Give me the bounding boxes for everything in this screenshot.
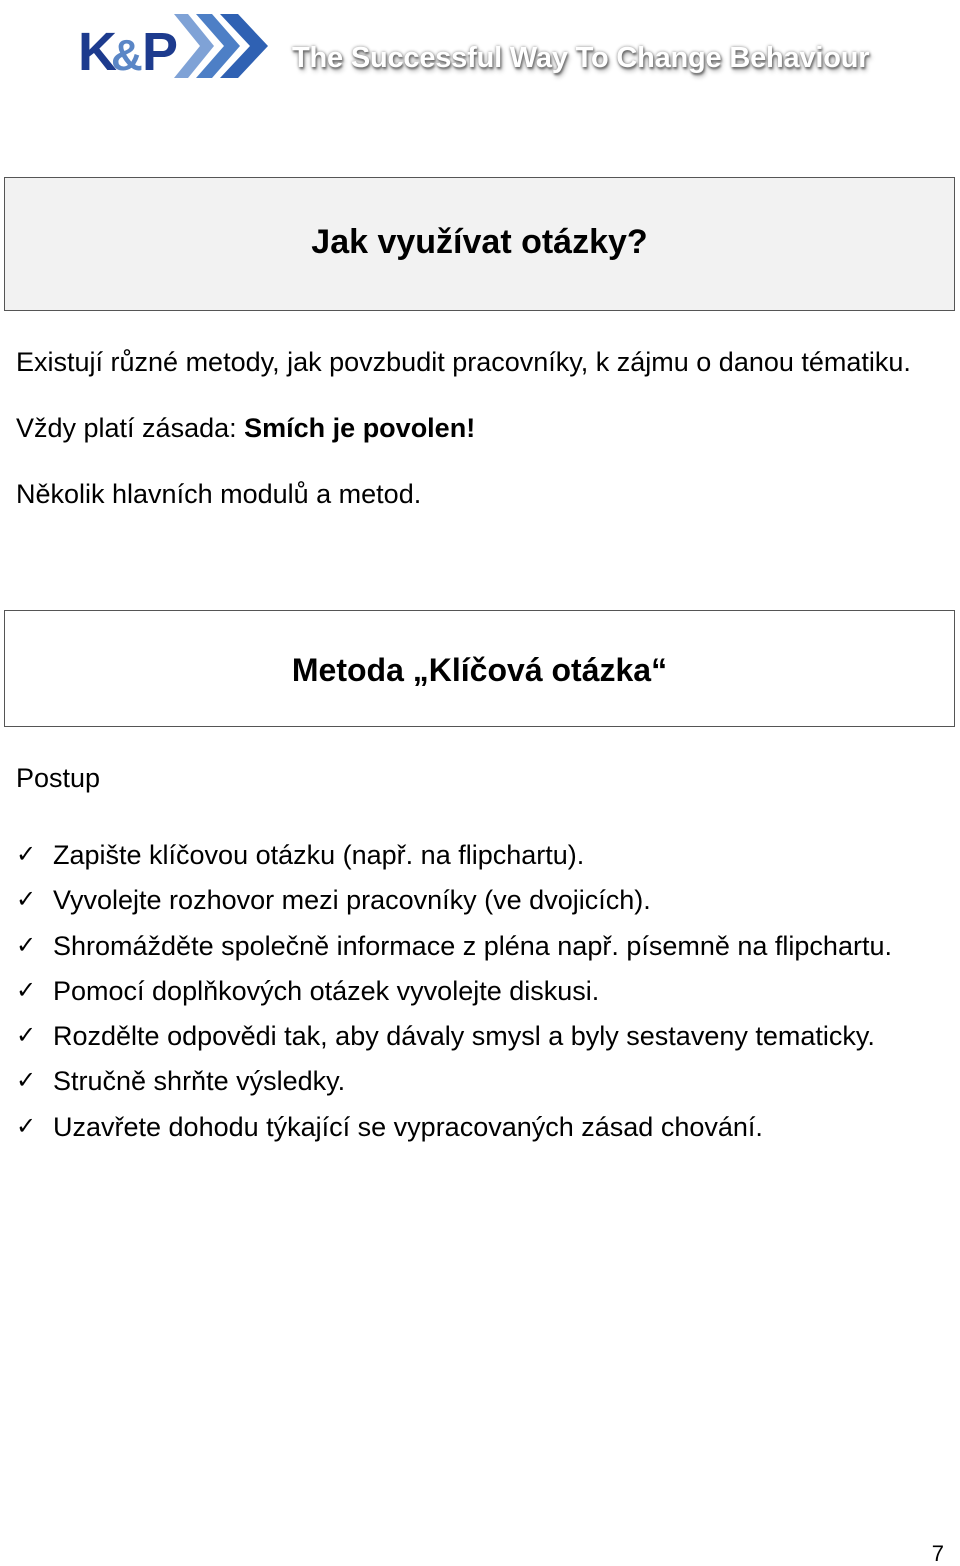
list-item-text: Vyvolejte rozhovor mezi pracovníky (ve dvojicích). bbox=[53, 885, 651, 916]
list-item-text: Pomocí doplňkových otázek vyvolejte diskusi. bbox=[53, 975, 600, 1006]
list-item bbox=[16, 838, 951, 883]
checkmark-icon: ✓ bbox=[16, 931, 37, 959]
list-item bbox=[16, 1110, 951, 1155]
checkmark-icon: ✓ bbox=[16, 841, 37, 868]
checkmark-icon: ✓ bbox=[16, 976, 37, 1004]
list-item-text: Stručně shrňte výsledky. bbox=[53, 1066, 346, 1097]
list-item bbox=[16, 929, 951, 974]
list-item bbox=[16, 883, 951, 928]
list-item-text: Zapište klíčovou otázku (např. na flipchartu). bbox=[53, 840, 585, 870]
tagline: The Successful Way To Change Behaviour bbox=[292, 42, 870, 74]
list-item-text: Rozdělte odpovědi tak, aby dávaly smysl a byly sestaveny tematicky. bbox=[53, 1021, 875, 1052]
page-number: 7 bbox=[931, 1541, 944, 1566]
modules-paragraph: Několik hlavních modulů a metod. bbox=[16, 479, 422, 509]
svg-text:&: & bbox=[111, 31, 143, 80]
procedure-checklist bbox=[16, 838, 951, 1155]
kp-logo-icon bbox=[78, 10, 278, 82]
list-item-text: Shromážděte společně informace z pléna např. písemně na flipchartu. bbox=[53, 930, 892, 961]
svg-text:P: P bbox=[142, 22, 179, 82]
checkmark-icon: ✓ bbox=[16, 1022, 37, 1050]
page-title: Jak využívat otázky? bbox=[311, 223, 648, 261]
rule-paragraph bbox=[16, 412, 944, 445]
rule-emphasis: Smích je povolen! bbox=[244, 413, 476, 443]
page-header bbox=[78, 10, 878, 90]
svg-text:K: K bbox=[78, 22, 117, 82]
rule-prefix: Vždy platí zásada: bbox=[16, 413, 245, 443]
procedure-label: Postup bbox=[16, 763, 101, 793]
checkmark-icon: ✓ bbox=[16, 886, 37, 914]
method-box bbox=[4, 610, 955, 727]
title-box bbox=[4, 177, 955, 311]
list-item bbox=[16, 1064, 951, 1109]
list-item bbox=[16, 974, 951, 1019]
checkmark-icon: ✓ bbox=[16, 1112, 37, 1140]
list-item-text: Uzavřete dohodu týkající se vypracovaných zásad chování. bbox=[53, 1111, 763, 1142]
intro-paragraph: Existují různé metody, jak povzbudit pracovníky, k zájmu o danou tématiku. bbox=[16, 347, 911, 377]
method-title: Metoda „Klíčová otázka“ bbox=[291, 652, 668, 688]
list-item bbox=[16, 1019, 951, 1064]
checkmark-icon: ✓ bbox=[16, 1067, 37, 1095]
intro-section bbox=[16, 346, 944, 511]
